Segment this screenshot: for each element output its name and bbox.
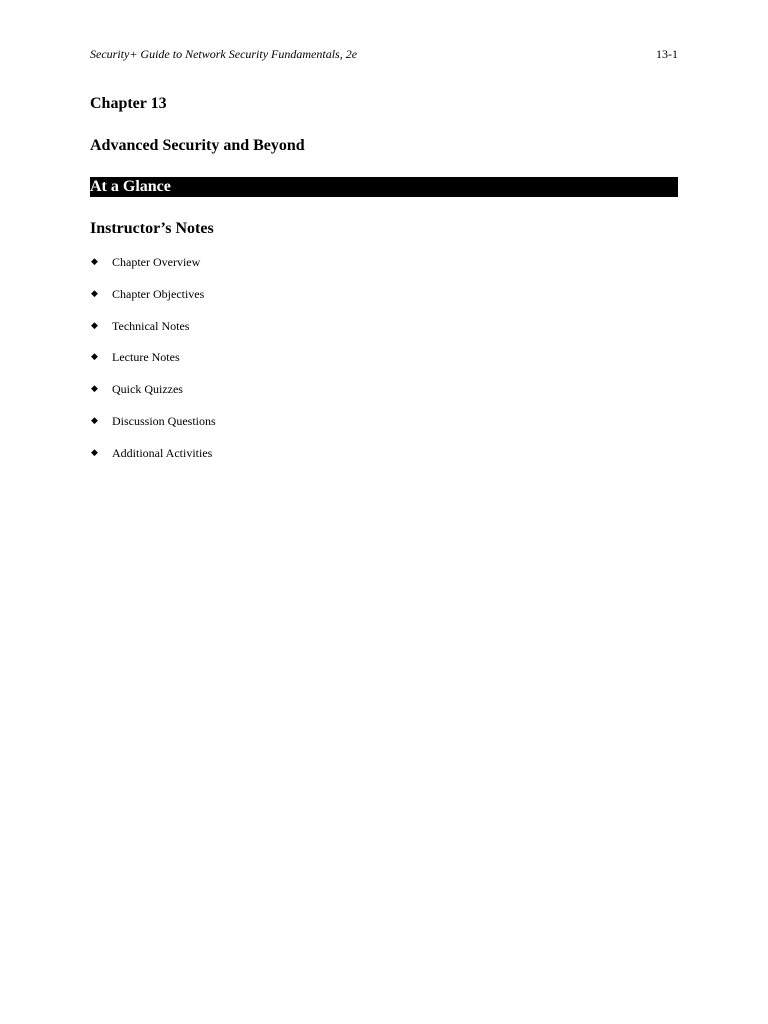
list-item-label: Quick Quizzes (112, 382, 183, 397)
list-item (90, 285, 490, 317)
at-a-glance-bar (90, 177, 678, 197)
list-item (90, 444, 490, 476)
diamond-bullet-icon: ◆ (91, 415, 98, 426)
running-title: Security+ Guide to Network Security Fundamentals, 2e (90, 47, 358, 61)
list-item-label: Chapter Overview (112, 255, 201, 269)
list-item (90, 412, 490, 444)
list-item-label: Lecture Notes (112, 350, 180, 365)
diamond-bullet-icon: ◆ (91, 320, 98, 331)
list-item-label: Discussion Questions (112, 413, 216, 428)
diamond-bullet-icon: ◆ (91, 352, 98, 363)
diamond-bullet-icon: ◆ (91, 257, 98, 267)
chapter-title: Advanced Security and Beyond (90, 137, 305, 154)
diamond-bullet-icon: ◆ (91, 384, 98, 395)
instructors-notes-list (90, 253, 490, 476)
list-item (90, 317, 490, 349)
diamond-bullet-icon: ◆ (91, 447, 98, 458)
list-item-label: Technical Notes (112, 318, 190, 333)
diamond-bullet-icon: ◆ (91, 288, 98, 299)
list-item (90, 380, 490, 412)
list-item-label: Chapter Objectives (112, 286, 205, 301)
list-item (90, 253, 490, 285)
chapter-label: Chapter 13 (90, 95, 167, 112)
list-item-label: Additional Activities (112, 445, 213, 460)
at-a-glance-title: At a Glance (90, 178, 171, 195)
running-header (90, 45, 678, 63)
instructors-notes-heading: Instructor’s Notes (90, 220, 214, 237)
list-item (90, 348, 490, 380)
page-number: 13-1 (656, 47, 678, 61)
